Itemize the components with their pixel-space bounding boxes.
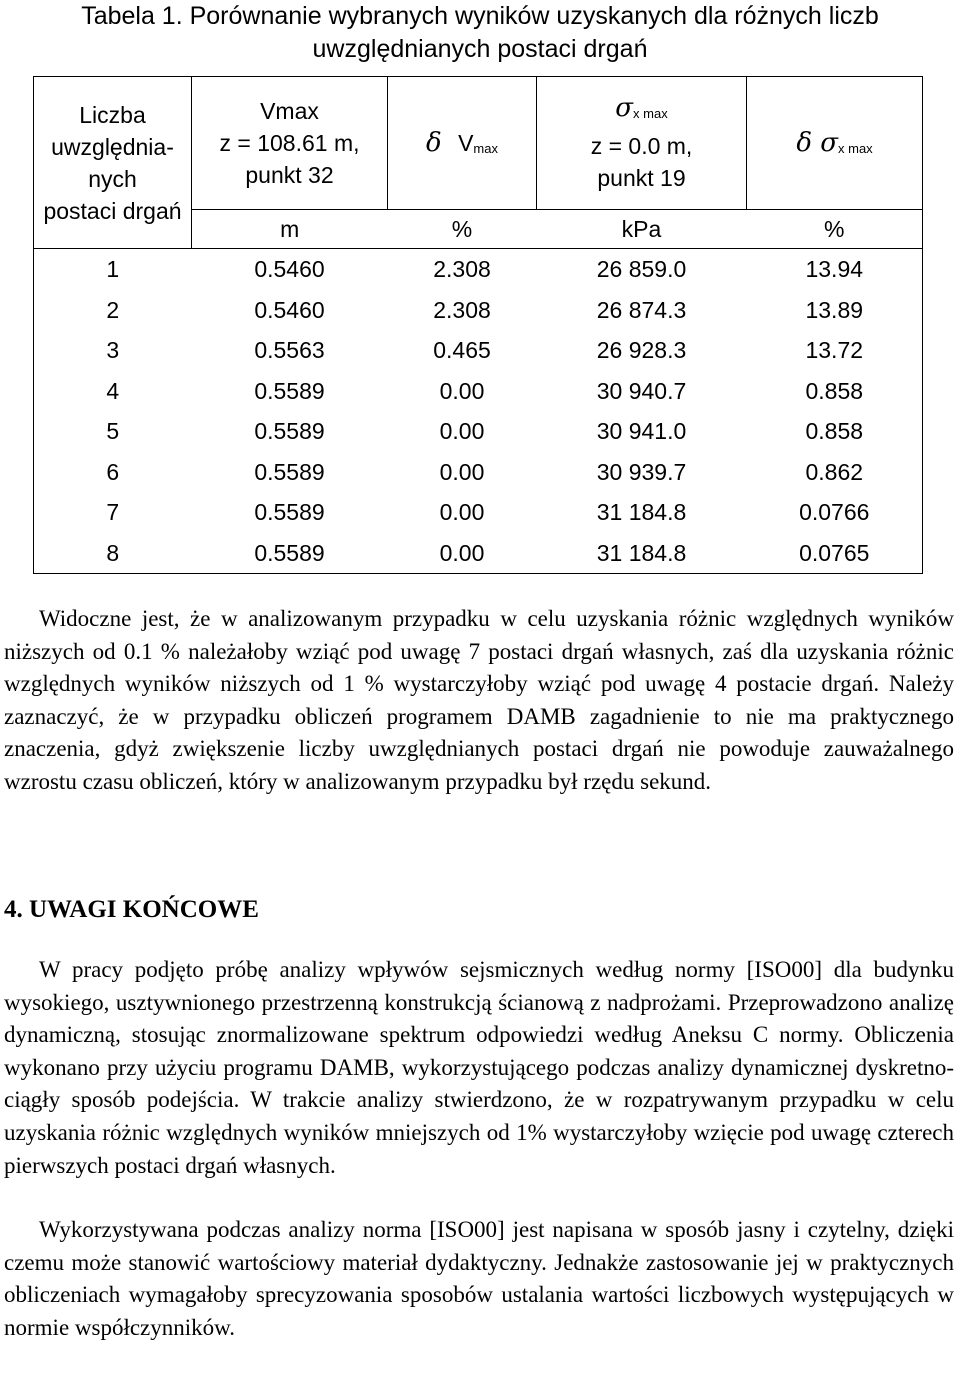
table-row bbox=[34, 249, 923, 290]
header-sigma-xmax: σx max z = 0.0 m, punkt 19 bbox=[537, 77, 747, 210]
cell-delta-vmax: 0.00 bbox=[388, 533, 537, 574]
cell-mode: 3 bbox=[34, 330, 192, 371]
cell-mode: 5 bbox=[34, 411, 192, 452]
cell-vmax: 0.5460 bbox=[254, 296, 325, 323]
cell-vmax: 0.5460 bbox=[254, 256, 325, 283]
cell-delta-vmax: 0.00 bbox=[439, 458, 485, 485]
table-row bbox=[34, 533, 923, 574]
table-row bbox=[34, 492, 923, 533]
section-heading: 4. UWAGI KOŃCOWE bbox=[4, 896, 259, 923]
cell-sigma: 26 874.3 bbox=[596, 296, 687, 323]
table-row bbox=[34, 371, 923, 412]
unit-percent: % bbox=[388, 210, 537, 249]
cell-delta-sigma: 0.0766 bbox=[747, 492, 923, 533]
cell-delta-sigma: 0.858 bbox=[747, 411, 923, 452]
cell-mode: 1 bbox=[34, 249, 192, 290]
results-table bbox=[33, 76, 923, 574]
cell-mode: 6 bbox=[34, 452, 192, 493]
cell-delta-sigma: 0.0765 bbox=[747, 533, 923, 574]
paragraph-summary: W pracy podjęto próbę analizy wpływów sejsmicznych według normy [ISO00] dla budynku wysokiego, usztywnionego przestrzenną konstrukcją ścianową z nadprożami. Przeprowadzono analizę dynamiczną, stosując znormalizowane spektrum odpowiedzi według Aneksu C normy. Obliczenia wykonano przy użyciu programu DAMB, wykorzystującego podczas analizy dynamicznej dyskretno- ciągły sposób podejścia. W trakcie analizy stwierdzono, że w rozpatrywanym przypadku w celu uzyskania różnic względnych wyników mniejszych od 1% wystarczyłoby wzięcie pod uwagę czterech pierwszych postaci drgań własnych. bbox=[4, 957, 954, 1178]
caption-line-1: Tabela 1. Porównanie wybranych wyników uzyskanych dla różnych liczb bbox=[81, 2, 879, 30]
header-vmax: Vmax z = 108.61 m, punkt 32 bbox=[192, 77, 388, 210]
cell-sigma: 26 859.0 bbox=[596, 256, 687, 283]
cell-sigma: 31 184.8 bbox=[596, 499, 687, 526]
cell-delta-vmax: 2.308 bbox=[433, 256, 491, 283]
cell-delta-vmax: 0.00 bbox=[439, 499, 485, 526]
cell-delta-sigma: 13.89 bbox=[747, 290, 923, 331]
cell-mode: 2 bbox=[34, 290, 192, 331]
header-delta-vmax: δ Vmax bbox=[388, 77, 537, 210]
header-delta-sigma-xmax: δ σx max bbox=[747, 77, 923, 210]
cell-vmax: 0.5589 bbox=[254, 418, 325, 445]
unit-m: m bbox=[192, 210, 388, 249]
cell-mode: 4 bbox=[34, 371, 192, 412]
cell-mode: 7 bbox=[34, 492, 192, 533]
paragraph-standard-remarks: Wykorzystywana podczas analizy norma [ISO00] jest napisana w sposób jasny i czytelny, dzięki czemu może stanowić wartościowy materiał dydaktyczny. Jednakże zastosowanie jej w praktycznych obliczeniach wymagałoby sprecyzowania sposobów ustalania wartości liczbowych występujących w normie współczynników. bbox=[4, 1217, 954, 1340]
table-row bbox=[34, 411, 923, 452]
caption-line-2: uwzględnianych postaci drgań bbox=[312, 35, 648, 63]
cell-sigma: 30 941.0 bbox=[596, 418, 687, 445]
table-row bbox=[34, 330, 923, 371]
paragraph-conclusion-table: Widoczne jest, że w analizowanym przypadku w celu uzyskania różnic względnych wyników niższych od 0.1 % należałoby wziąć pod uwagę 7 postaci drgań własnych, zaś dla uzyskania różnic względnych wyników niższych od 1 % wystarczyłoby wziąć pod uwagę 4 postacie drgań. Należy zaznaczyć, że w przypadku obliczeń programem DAMB zagadnienie to nie ma praktycznego znaczenia, gdyż zwiększenie liczby uwzględnianych postaci drgań nie powoduje zauważalnego wzrostu czasu obliczeń, który w analizowanym przypadku był rzędu sekund. bbox=[4, 606, 954, 794]
cell-sigma: 30 940.7 bbox=[596, 377, 687, 404]
cell-vmax: 0.5563 bbox=[254, 337, 325, 364]
cell-sigma: 26 928.3 bbox=[596, 337, 687, 364]
cell-delta-vmax: 2.308 bbox=[433, 296, 491, 323]
cell-mode: 8 bbox=[34, 533, 192, 574]
cell-delta-vmax: 0.465 bbox=[433, 337, 491, 364]
cell-delta-sigma: 0.862 bbox=[747, 452, 923, 493]
cell-vmax: 0.5589 bbox=[254, 377, 325, 404]
cell-sigma: 31 184.8 bbox=[537, 533, 747, 574]
header-mode-count: Liczba uwzględnia- nych postaci drgań bbox=[34, 77, 192, 249]
unit-kpa: kPa bbox=[537, 210, 747, 249]
table-body bbox=[34, 249, 923, 574]
cell-vmax: 0.5589 bbox=[254, 499, 325, 526]
table-row bbox=[34, 290, 923, 331]
cell-vmax: 0.5589 bbox=[192, 533, 388, 574]
cell-sigma: 30 939.7 bbox=[596, 458, 687, 485]
cell-delta-sigma: 13.94 bbox=[747, 249, 923, 290]
unit-percent-2: % bbox=[747, 210, 923, 249]
cell-delta-vmax: 0.00 bbox=[439, 377, 485, 404]
cell-vmax: 0.5589 bbox=[254, 458, 325, 485]
cell-delta-vmax: 0.00 bbox=[439, 418, 485, 445]
cell-delta-sigma: 0.858 bbox=[747, 371, 923, 412]
cell-delta-sigma: 13.72 bbox=[747, 330, 923, 371]
table-row bbox=[34, 452, 923, 493]
